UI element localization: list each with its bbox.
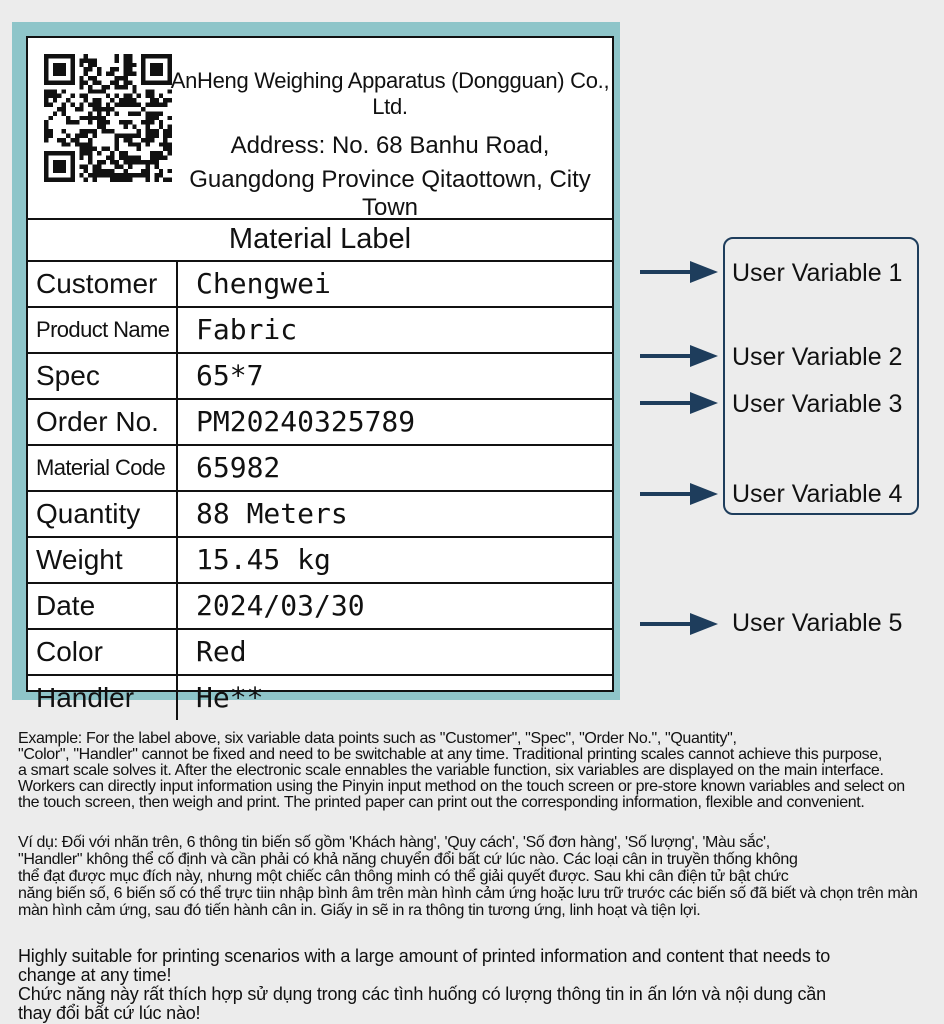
row-key: Color xyxy=(28,630,178,674)
text-line: Highly suitable for printing scenarios with a large amount of printed information and content that needs to xyxy=(18,946,831,966)
highlight-text xyxy=(18,947,938,1023)
row-product-name xyxy=(28,308,612,354)
row-material-code xyxy=(28,446,612,492)
text-line: change at any time! xyxy=(18,965,172,985)
user-variable-1: User Variable 1 xyxy=(732,259,903,287)
row-value: Chengwei xyxy=(196,267,331,300)
label-rows xyxy=(28,262,612,720)
text-line: "Color", "Handler" cannot be fixed and need to be switchable at any time. Traditional printing scales cannot achieve this purpose, xyxy=(18,746,882,763)
row-order-no xyxy=(28,400,612,446)
arrow-icon xyxy=(640,482,720,506)
text-line: Ví dụ: Đối với nhãn trên, 6 thông tin biến số gồm 'Khách hàng', 'Quy cách', 'Số đơn hàng', 'Số lượng', 'Màu sắc', xyxy=(18,834,770,851)
arrow-icon xyxy=(640,260,720,284)
row-value: 15.45 kg xyxy=(196,543,331,576)
row-spec xyxy=(28,354,612,400)
row-quantity xyxy=(28,492,612,538)
row-value: Red xyxy=(196,635,247,668)
row-handler xyxy=(28,676,612,720)
row-value: PM20240325789 xyxy=(196,405,416,438)
arrow-icon xyxy=(640,612,720,636)
row-weight xyxy=(28,538,612,584)
text-line: "Handler" không thể cố định và cần phải có khả năng chuyển đổi bất cứ lúc nào. Các loại cân in truyền thống không xyxy=(18,851,798,868)
row-key: Date xyxy=(28,584,178,628)
text-line: năng biến số, 6 biến số có thể trực tiin nhập bình âm trên màn hình cảm ứng hoặc lưu trữ trước các biến số đã biết và chọn trên màn xyxy=(18,885,918,902)
user-variable-4: User Variable 4 xyxy=(732,480,903,508)
label-title: Material Label xyxy=(28,218,612,262)
text-line: thể đạt được mục đích này, nhưng một chiếc cân thông minh có thể giải quyết được. Sau khi cân điện tử bật chức xyxy=(18,868,789,885)
text-line: Chức năng này rất thích hợp sử dụng trong các tình huống có lượng thông tin in ấn lớn và nội dung cần xyxy=(18,984,826,1004)
label-header xyxy=(28,38,612,220)
text-line: Example: For the label above, six variable data points such as "Customer", "Spec", "Order No.", "Quantity", xyxy=(18,730,737,747)
row-value: Fabric xyxy=(196,313,298,346)
row-date xyxy=(28,584,612,630)
row-key: Material Code xyxy=(28,446,178,490)
user-variable-3: User Variable 3 xyxy=(732,390,903,418)
arrow-icon xyxy=(640,344,720,368)
row-value: He** xyxy=(196,681,264,714)
company-name: AnHeng Weighing Apparatus (Dongguan) Co., Ltd. xyxy=(170,68,610,119)
row-value: 65982 xyxy=(196,451,281,484)
row-key: Quantity xyxy=(28,492,178,536)
qr-code xyxy=(44,54,172,182)
material-label xyxy=(26,36,614,714)
row-key: Weight xyxy=(28,538,178,582)
row-value: 88 Meters xyxy=(196,497,348,530)
row-key: Product Name xyxy=(28,308,178,352)
row-customer xyxy=(28,262,612,308)
user-variable-2: User Variable 2 xyxy=(732,343,903,371)
arrow-icon xyxy=(640,391,720,415)
row-color xyxy=(28,630,612,676)
description-english xyxy=(18,731,938,811)
text-line: thay đổi bất cứ lúc nào! xyxy=(18,1003,201,1023)
row-value: 2024/03/30 xyxy=(196,589,365,622)
row-key: Customer xyxy=(28,262,178,306)
row-key: Handler xyxy=(28,676,178,720)
row-key: Spec xyxy=(28,354,178,398)
description-vietnamese xyxy=(18,834,938,919)
text-line: Workers can directly input information using the Pinyin input method on the touch screen or pre-store known variables and select on xyxy=(18,778,905,795)
address-line-2: Guangdong Province Qitaottown, City Town xyxy=(189,166,591,221)
text-line: a smart scale solves it. After the electronic scale ennables the variable function, six variables are displayed on the main interface. xyxy=(18,762,884,779)
row-key: Order No. xyxy=(28,400,178,444)
address-line-1: Address: No. 68 Banhu Road, xyxy=(230,132,550,159)
text-line: the touch screen, then weigh and print. The printed paper can print out the corresponding information, flexible and convenient. xyxy=(18,794,865,811)
text-line: màn hình cảm ứng, sau đó tiến hành cân in. Giấy in sẽ in ra thông tin tương ứng, linh hoạt và tiện lợi. xyxy=(18,902,701,919)
row-value: 65*7 xyxy=(196,359,264,392)
user-variable-5: User Variable 5 xyxy=(732,609,903,637)
